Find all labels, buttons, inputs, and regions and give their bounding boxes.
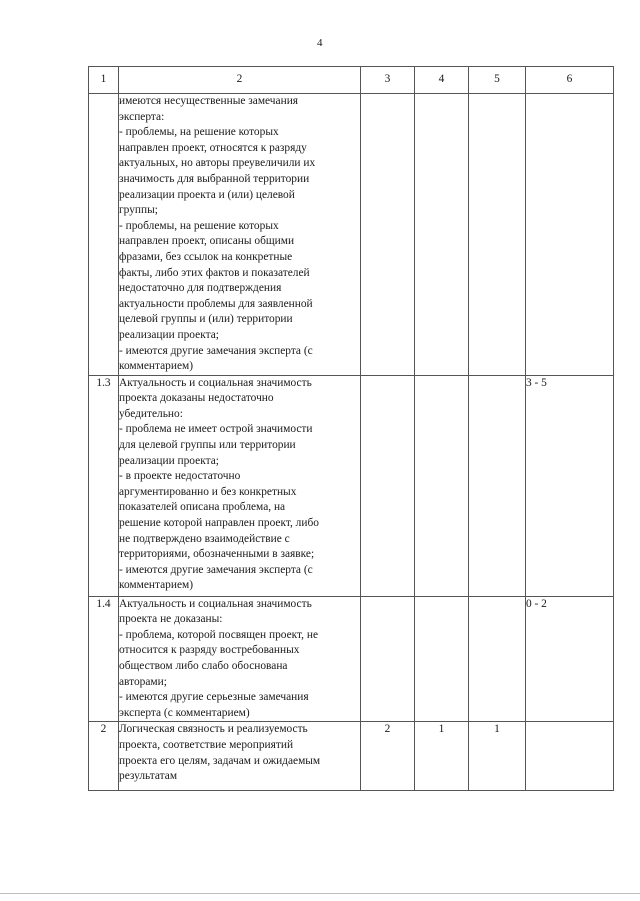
row-number: 1.4 — [89, 596, 119, 722]
cell-col-5 — [469, 596, 526, 722]
criteria-table — [88, 66, 614, 791]
cell-col-3: 2 — [361, 722, 415, 791]
cell-col-4 — [415, 596, 469, 722]
cell-col-3 — [361, 375, 415, 596]
table-header-row — [89, 67, 614, 94]
table-row — [89, 596, 614, 722]
cell-col-5 — [469, 375, 526, 596]
row-number: 2 — [89, 722, 119, 791]
score-range: 3 - 5 — [526, 375, 614, 596]
criterion-text: Логическая связность и реализуемость проекта, соответствие мероприятий проекта его целям, задачам и ожидаемым результатам — [119, 723, 321, 783]
header-cell-4: 4 — [415, 67, 469, 94]
criterion-description — [119, 596, 361, 722]
cell-col-4 — [415, 375, 469, 596]
page-edge-divider — [0, 893, 640, 894]
criterion-description — [119, 94, 361, 376]
table-row — [89, 94, 614, 376]
score-range — [526, 94, 614, 376]
criterion-description — [119, 375, 361, 596]
cell-col-5 — [469, 94, 526, 376]
header-cell-5: 5 — [469, 67, 526, 94]
criterion-text: Актуальность и социальная значимость проекта доказаны недостаточно убедительно: - проблема не имеет острой значимости для целевой группы или территории реализации проекта; - в проекте недостаточно аргументированно и без конкретных показателей описана проблема, на решение которой направлен проект, либо не подтверждено взаимодействие с территориями, обозначенными в заявке; - имеются другие замечания эксперта (с комментарием) — [119, 376, 319, 592]
header-cell-1: 1 — [89, 67, 119, 94]
cell-col-4: 1 — [415, 722, 469, 791]
page-number: 4 — [317, 37, 323, 49]
header-cell-3: 3 — [361, 67, 415, 94]
cell-col-3 — [361, 596, 415, 722]
cell-col-5: 1 — [469, 722, 526, 791]
row-number — [89, 94, 119, 376]
score-range: 0 - 2 — [526, 596, 614, 722]
table-row — [89, 375, 614, 596]
table-row — [89, 722, 614, 791]
criterion-text: Актуальность и социальная значимость проекта не доказаны: - проблема, которой посвящен проект, не относится к разряду востребованных обществом либо слабо обоснована авторами; - имеются другие серьезные замечания эксперта (с комментарием) — [119, 597, 319, 719]
cell-col-4 — [415, 94, 469, 376]
criterion-description — [119, 722, 361, 791]
score-range — [526, 722, 614, 791]
header-cell-6: 6 — [526, 67, 614, 94]
criterion-text: имеются несущественные замечания эксперта: - проблемы, на решение которых направлен проект, относятся к разряду актуальных, но авторы преувеличили их значимость для выбранной территории реализации проекта и (или) целевой группы; - проблемы, на решение которых направлен проект, описаны общими фразами, без ссылок на конкретные факты, либо этих фактов и показателей недостаточно для подтверждения актуальности проблемы для заявленной целевой группы и (или) территории реализации проекта; - имеются другие замечания эксперта (с комментарием) — [119, 95, 316, 373]
row-number: 1.3 — [89, 375, 119, 596]
cell-col-3 — [361, 94, 415, 376]
header-cell-2: 2 — [119, 67, 361, 94]
